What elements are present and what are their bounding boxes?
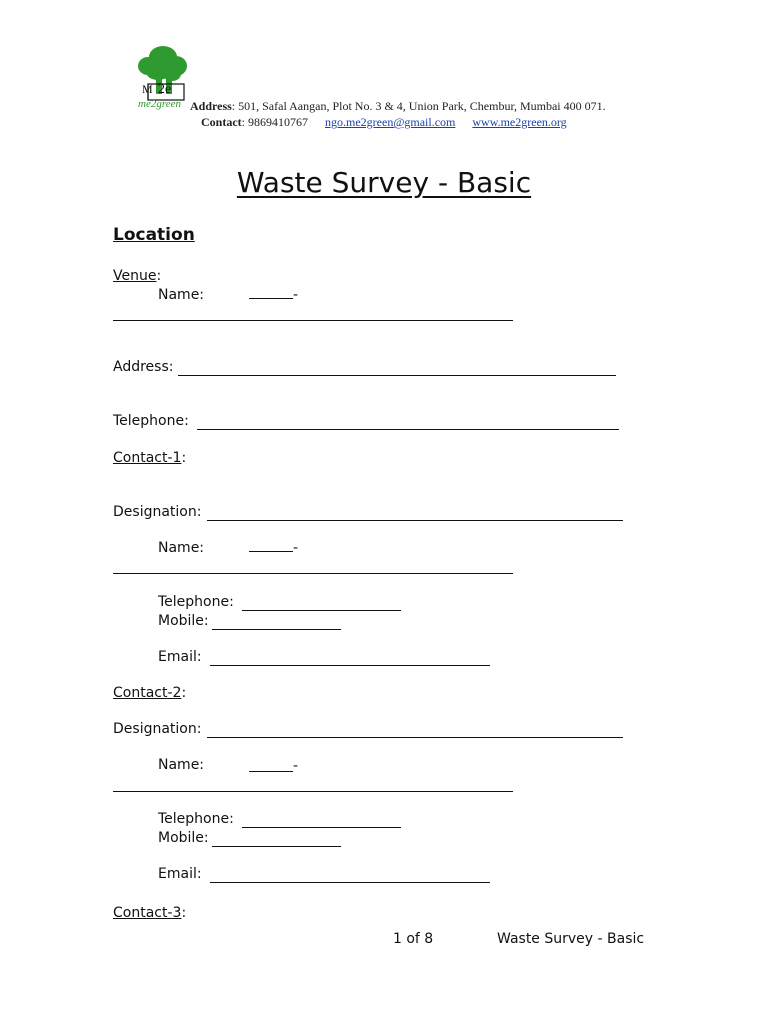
contact2-heading: Contact-2: [113,685,187,701]
contact1-mobile-field[interactable] [212,629,341,630]
contact1-telephone-field[interactable] [242,610,401,611]
contact2-mobile-label: Mobile: [158,830,209,846]
contact1-telephone-label: Telephone: [158,594,234,610]
contact-value: : 9869410767 [241,115,309,129]
contact2-email-label: Email: [158,866,202,882]
footer-doc-title: Waste Survey - Basic [497,931,645,947]
contact3-heading: Contact-3: [113,905,187,921]
section-location: Location [113,225,195,245]
contact2-email-field[interactable] [210,882,490,883]
page-title: Waste Survey - Basic [236,166,532,199]
contact2-label: Contact-2 [113,685,182,701]
contact1-heading: Contact-1: [113,450,187,466]
header-contact [201,115,567,130]
venue-telephone-label: Telephone: [113,413,189,429]
contact1-mobile-label: Mobile: [158,613,209,629]
logo-m: M [142,82,153,96]
contact1-name-dash: - [293,540,299,556]
header-address [190,99,606,114]
venue-name-dash: - [293,287,299,303]
contact2-designation-field[interactable] [207,737,623,738]
venue-address-field[interactable] [178,375,616,376]
venue-name-field[interactable] [113,320,513,321]
venue-telephone-field[interactable] [197,429,619,430]
contact-label: Contact [201,115,242,129]
footer-page-number: 1 of 8 [393,931,434,947]
logo-text: me2green [138,98,181,110]
venue-name-label: Name: [158,287,205,303]
contact1-label: Contact-1 [113,450,182,466]
contact1-designation-label: Designation: [113,504,202,520]
contact2-designation-label: Designation: [113,721,202,737]
contact1-name-label: Name: [158,540,205,556]
address-label: Address [190,99,232,113]
contact2-telephone-field[interactable] [242,827,401,828]
venue-name-short-field[interactable] [249,298,293,299]
venue-address-label: Address: [113,359,174,375]
contact1-name-short-field[interactable] [249,551,293,552]
website-link[interactable]: www.me2green.org [472,115,567,129]
contact3-label: Contact-3 [113,905,182,921]
contact2-mobile-field[interactable] [212,846,341,847]
venue-label: Venue [113,268,157,284]
contact2-name-field[interactable] [113,791,513,792]
email-link[interactable]: ngo.me2green@gmail.com [325,115,456,129]
logo [136,44,192,114]
contact1-name-field[interactable] [113,573,513,574]
venue-heading: Venue: [113,268,162,284]
contact1-designation-field[interactable] [207,520,623,521]
contact1-email-field[interactable] [210,665,490,666]
contact2-name-short-field[interactable] [249,771,293,772]
address-value: : 501, Safal Aangan, Plot No. 3 & 4, Union Park, Chembur, Mumbai 400 071. [231,99,606,113]
contact1-email-label: Email: [158,649,202,665]
logo-initials: 2e [158,82,172,97]
contact2-name-label: Name: [158,757,205,773]
contact2-telephone-label: Telephone: [158,811,234,827]
contact2-name-dash: - [293,758,299,774]
